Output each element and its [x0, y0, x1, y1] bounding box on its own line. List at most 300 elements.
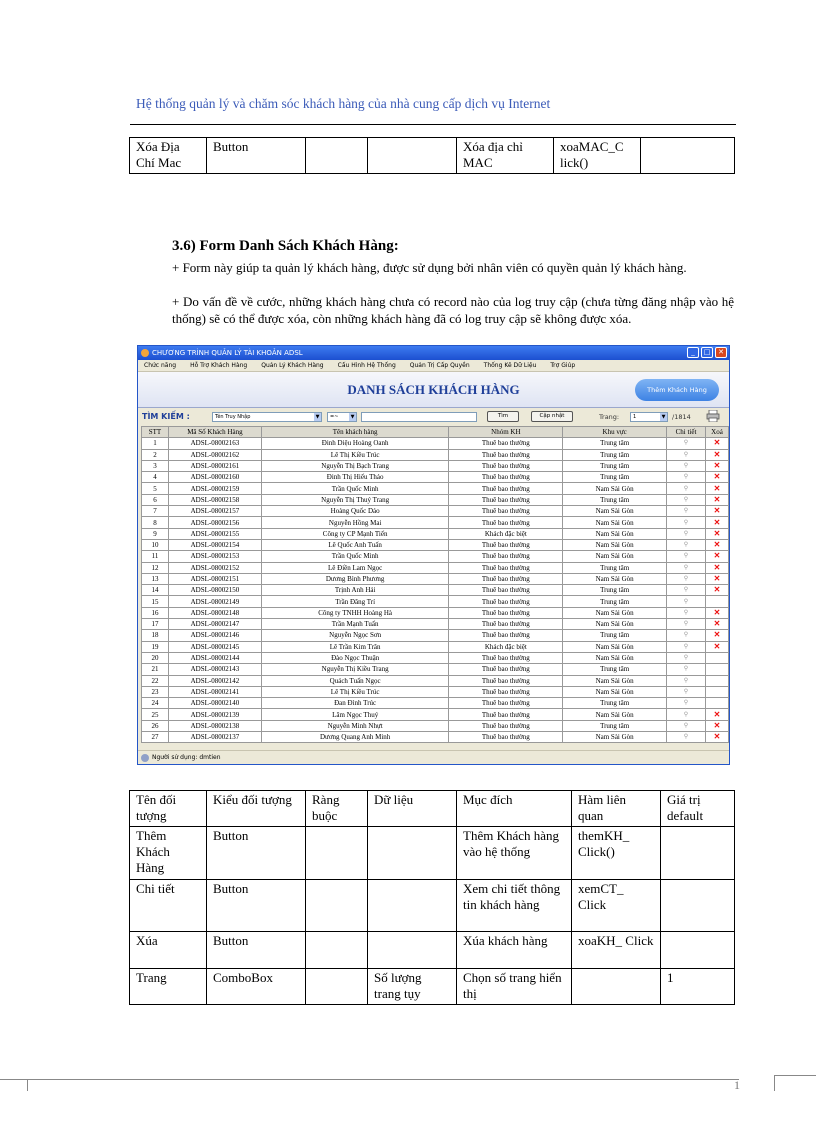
footer-rule — [27, 1079, 739, 1080]
stt-cell: 2 — [142, 449, 169, 460]
table-cell: ComboBox — [207, 969, 306, 1005]
footer-rule — [774, 1075, 816, 1076]
menu-item-quan-ly-kh[interactable]: Quản Lý Khách Hàng — [261, 362, 324, 369]
user-icon — [141, 754, 149, 762]
table-cell: Kiểu đối tượng — [207, 791, 306, 827]
table-row[interactable] — [142, 619, 729, 630]
stt-cell: 10 — [142, 539, 169, 550]
group-cell: Thuê bao thường — [449, 585, 563, 596]
status-bar — [138, 750, 729, 764]
customer-id-cell: ADSL-08002142 — [168, 675, 261, 686]
group-cell: Thuê bao thường — [449, 709, 563, 720]
delete-cell-empty — [705, 698, 728, 709]
table-cell — [641, 138, 735, 174]
customer-id-cell: ADSL-08002140 — [168, 698, 261, 709]
table-row — [130, 880, 735, 932]
paragraph-2: + Do vấn đề về cước, những khách hàng chưa có record nào của log truy cập (chưa từng đăng nhập vào hệ thống) sẽ có thể được xóa, còn những khách hàng đã có log truy cập sẽ không được xóa. — [172, 294, 734, 326]
delete-icon[interactable]: ✕ — [705, 551, 728, 562]
search-input[interactable] — [361, 412, 477, 422]
customer-name-cell: Nguyễn Hồng Mai — [261, 517, 449, 528]
customer-id-cell: ADSL-08002138 — [168, 720, 261, 731]
search-button[interactable]: Tìm — [487, 411, 519, 422]
region-cell: Nam Sài Gòn — [563, 675, 667, 686]
search-field-value: Tên Truy Nhập — [215, 414, 251, 420]
customer-name-cell: Đan Đình Trúc — [261, 698, 449, 709]
region-cell: Nam Sài Gòn — [563, 483, 667, 494]
delete-icon[interactable]: ✕ — [705, 573, 728, 584]
table-cell: Số lượng trang tụy — [368, 969, 457, 1005]
detail-icon[interactable]: ⚲ — [667, 438, 706, 449]
delete-icon[interactable]: ✕ — [705, 506, 728, 517]
group-cell: Thuê bao thường — [449, 562, 563, 573]
detail-icon[interactable]: ⚲ — [667, 506, 706, 517]
delete-icon[interactable]: ✕ — [705, 562, 728, 573]
customer-name-cell: Hoàng Quốc Dảo — [261, 506, 449, 517]
detail-icon[interactable]: ⚲ — [667, 732, 706, 743]
table-cell: Trang — [130, 969, 207, 1005]
delete-cell-empty — [705, 596, 728, 607]
table-cell — [306, 932, 368, 969]
object-table-top — [129, 137, 735, 174]
page-select[interactable] — [630, 412, 668, 422]
table-cell — [368, 138, 457, 174]
table-row[interactable] — [142, 573, 729, 584]
customer-id-cell: ADSL-08002163 — [168, 438, 261, 449]
region-cell: Trung tâm — [563, 438, 667, 449]
table-row[interactable] — [142, 539, 729, 550]
stt-cell: 16 — [142, 607, 169, 618]
delete-icon[interactable]: ✕ — [705, 539, 728, 550]
add-customer-button[interactable]: Thêm Khách Hàng — [635, 379, 719, 401]
customer-name-cell: Đinh Diệu Hoàng Oanh — [261, 438, 449, 449]
table-row[interactable] — [142, 720, 729, 731]
customer-id-cell: ADSL-08002162 — [168, 449, 261, 460]
customer-id-cell: ADSL-08002143 — [168, 664, 261, 675]
customer-name-cell: Đinh Thị Hiếu Thảo — [261, 472, 449, 483]
customer-name-cell: Lê Quốc Anh Tuấn — [261, 539, 449, 550]
region-cell: Trung tâm — [563, 630, 667, 641]
stt-cell: 15 — [142, 596, 169, 607]
table-row — [130, 827, 735, 880]
customer-id-cell: ADSL-08002150 — [168, 585, 261, 596]
table-row[interactable] — [142, 652, 729, 663]
region-cell: Trung tâm — [563, 596, 667, 607]
detail-icon[interactable]: ⚲ — [667, 551, 706, 562]
region-cell: Nam Sài Gòn — [563, 686, 667, 697]
group-cell: Khách đặc biệt — [449, 528, 563, 539]
stt-cell: 12 — [142, 562, 169, 573]
table-row[interactable] — [142, 709, 729, 720]
running-header: Hệ thống quản lý và chăm sóc khách hàng của nhà cung cấp dịch vụ Internet — [136, 96, 551, 111]
app-window-screenshot — [137, 345, 730, 765]
customer-id-cell: ADSL-08002152 — [168, 562, 261, 573]
stt-cell: 26 — [142, 720, 169, 731]
stt-cell: 19 — [142, 641, 169, 652]
stt-cell: 4 — [142, 472, 169, 483]
table-row[interactable] — [142, 494, 729, 505]
region-cell: Trung tâm — [563, 460, 667, 471]
stt-cell: 8 — [142, 517, 169, 528]
group-cell: Thuê bao thường — [449, 438, 563, 449]
table-row[interactable] — [142, 438, 729, 449]
operator-select[interactable] — [327, 412, 357, 422]
table-cell — [306, 827, 368, 880]
table-row[interactable] — [142, 585, 729, 596]
customer-grid — [141, 426, 729, 743]
table-row[interactable] — [142, 732, 729, 743]
table-row[interactable] — [142, 698, 729, 709]
region-cell: Nam Sài Gòn — [563, 528, 667, 539]
stt-cell: 24 — [142, 698, 169, 709]
section-title: 3.6) Form Danh Sách Khách Hàng: — [172, 238, 399, 254]
table-cell: Hàm liên quan — [572, 791, 661, 827]
table-row[interactable] — [142, 641, 729, 652]
group-cell: Thuê bao thường — [449, 619, 563, 630]
region-cell: Trung tâm — [563, 472, 667, 483]
customer-name-cell: Trần Mạnh Tuấn — [261, 619, 449, 630]
customer-name-cell: Trần Đăng Trí — [261, 596, 449, 607]
menubar — [138, 360, 729, 372]
detail-icon[interactable]: ⚲ — [667, 460, 706, 471]
stt-cell: 18 — [142, 630, 169, 641]
detail-icon[interactable]: ⚲ — [667, 585, 706, 596]
group-cell: Thuê bao thường — [449, 664, 563, 675]
group-cell: Thuê bao thường — [449, 460, 563, 471]
stt-cell: 17 — [142, 619, 169, 630]
customer-id-cell: ADSL-08002158 — [168, 494, 261, 505]
table-cell: Dữ liệu — [368, 791, 457, 827]
region-cell: Nam Sài Gòn — [563, 607, 667, 618]
region-cell: Nam Sài Gòn — [563, 652, 667, 663]
table-row[interactable] — [142, 551, 729, 562]
stt-cell: 9 — [142, 528, 169, 539]
customer-name-cell: Nguyễn Ngọc Sơn — [261, 630, 449, 641]
table-cell: Xóa địa chỉ MAC — [457, 138, 554, 174]
detail-icon[interactable]: ⚲ — [667, 641, 706, 652]
table-cell: Button — [207, 827, 306, 880]
region-cell: Nam Sài Gòn — [563, 551, 667, 562]
table-row[interactable] — [142, 449, 729, 460]
customer-name-cell: Lê Thị Kiều Trúc — [261, 449, 449, 460]
region-cell: Trung tâm — [563, 494, 667, 505]
table-row[interactable] — [142, 675, 729, 686]
customer-name-cell: Dương Bình Phương — [261, 573, 449, 584]
delete-icon[interactable]: ✕ — [705, 528, 728, 539]
detail-icon[interactable]: ⚲ — [667, 517, 706, 528]
delete-cell-empty — [705, 664, 728, 675]
object-table-bottom — [129, 790, 735, 1005]
delete-icon[interactable]: ✕ — [705, 585, 728, 596]
group-cell: Khách đặc biệt — [449, 641, 563, 652]
table-cell — [306, 880, 368, 932]
table-cell — [368, 880, 457, 932]
col-header-xoa: Xoá — [705, 427, 728, 438]
maximize-icon[interactable]: □ — [701, 347, 713, 358]
table-cell — [572, 969, 661, 1005]
delete-icon[interactable]: ✕ — [705, 607, 728, 618]
footer-rule — [27, 1079, 28, 1091]
table-row — [130, 932, 735, 969]
table-cell — [306, 969, 368, 1005]
col-header-khu-vuc: Khu vực — [563, 427, 667, 438]
region-cell: Nam Sài Gòn — [563, 709, 667, 720]
group-cell: Thuê bao thường — [449, 472, 563, 483]
table-cell — [661, 827, 735, 880]
table-cell — [661, 932, 735, 969]
table-row[interactable] — [142, 630, 729, 641]
footer-rule — [774, 1075, 775, 1091]
detail-icon[interactable]: ⚲ — [667, 619, 706, 630]
customer-id-cell: ADSL-08002153 — [168, 551, 261, 562]
customer-name-cell: Công ty TNHH Hoàng Hà — [261, 607, 449, 618]
table-row[interactable] — [142, 607, 729, 618]
printer-icon[interactable] — [706, 410, 720, 422]
region-cell: Nam Sài Gòn — [563, 641, 667, 652]
customer-name-cell: Trịnh Anh Hải — [261, 585, 449, 596]
delete-icon[interactable]: ✕ — [705, 517, 728, 528]
detail-icon[interactable]: ⚲ — [667, 528, 706, 539]
menu-item-cau-hinh[interactable]: Cấu Hình Hệ Thống — [337, 362, 396, 369]
table-row[interactable] — [142, 528, 729, 539]
customer-id-cell: ADSL-08002159 — [168, 483, 261, 494]
group-cell: Thuê bao thường — [449, 494, 563, 505]
table-row[interactable] — [142, 686, 729, 697]
table-cell: Thêm Khách Hàng — [130, 827, 207, 880]
group-cell: Thuê bao thường — [449, 732, 563, 743]
detail-icon[interactable]: ⚲ — [667, 698, 706, 709]
table-row[interactable] — [142, 460, 729, 471]
customer-id-cell: ADSL-08002154 — [168, 539, 261, 550]
stt-cell: 20 — [142, 652, 169, 663]
region-cell: Trung tâm — [563, 720, 667, 731]
page-number: 1 — [734, 1078, 740, 1092]
close-icon[interactable]: ✕ — [715, 347, 727, 358]
detail-icon[interactable]: ⚲ — [667, 607, 706, 618]
table-row[interactable] — [142, 483, 729, 494]
group-cell: Thuê bao thường — [449, 630, 563, 641]
table-cell: Chi tiết — [130, 880, 207, 932]
group-cell: Thuê bao thường — [449, 698, 563, 709]
table-cell: xemCT_ Click — [572, 880, 661, 932]
group-cell: Thuê bao thường — [449, 517, 563, 528]
region-cell: Trung tâm — [563, 562, 667, 573]
region-cell: Nam Sài Gòn — [563, 619, 667, 630]
customer-name-cell: Lê Điền Lam Ngọc — [261, 562, 449, 573]
customer-id-cell: ADSL-08002151 — [168, 573, 261, 584]
detail-icon[interactable]: ⚲ — [667, 709, 706, 720]
customer-id-cell: ADSL-08002161 — [168, 460, 261, 471]
region-cell: Trung tâm — [563, 698, 667, 709]
delete-cell-empty — [705, 652, 728, 663]
detail-icon[interactable]: ⚲ — [667, 652, 706, 663]
region-cell: Trung tâm — [563, 449, 667, 460]
region-cell: Trung tâm — [563, 585, 667, 596]
table-cell: Xóa Địa Chí Mac — [130, 138, 207, 174]
stt-cell: 23 — [142, 686, 169, 697]
customer-name-cell: Nguyễn Thị Thuý Trang — [261, 494, 449, 505]
customer-id-cell: ADSL-08002149 — [168, 596, 261, 607]
detail-icon[interactable]: ⚲ — [667, 449, 706, 460]
delete-icon[interactable]: ✕ — [705, 641, 728, 652]
group-cell: Thuê bao thường — [449, 506, 563, 517]
delete-icon[interactable]: ✕ — [705, 732, 728, 743]
region-cell: Nam Sài Gòn — [563, 506, 667, 517]
customer-name-cell: Nguyễn Thị Kiều Trang — [261, 664, 449, 675]
table-header-row — [130, 791, 735, 827]
table-cell: Button — [207, 880, 306, 932]
detail-icon[interactable]: ⚲ — [667, 573, 706, 584]
stt-cell: 11 — [142, 551, 169, 562]
region-cell: Nam Sài Gòn — [563, 517, 667, 528]
customer-name-cell: Công ty CP Mạnh Tiến — [261, 528, 449, 539]
table-cell: xoaKH_ Click — [572, 932, 661, 969]
customer-id-cell: ADSL-08002137 — [168, 732, 261, 743]
detail-icon[interactable]: ⚲ — [667, 675, 706, 686]
group-cell: Thuê bao thường — [449, 607, 563, 618]
delete-icon[interactable]: ✕ — [705, 460, 728, 471]
customer-name-cell: Lê Trần Kim Trân — [261, 641, 449, 652]
stt-cell: 7 — [142, 506, 169, 517]
customer-id-cell: ADSL-08002146 — [168, 630, 261, 641]
customer-id-cell: ADSL-08002147 — [168, 619, 261, 630]
table-cell: Chọn số trang hiển thị — [457, 969, 572, 1005]
customer-name-cell: Trần Quốc Minh — [261, 483, 449, 494]
col-header-stt: STT — [142, 427, 169, 438]
table-row[interactable] — [142, 506, 729, 517]
chevron-down-icon: ▼ — [661, 414, 666, 420]
form-banner — [138, 372, 729, 408]
menu-item-thong-ke[interactable]: Thống Kê Dữ Liệu — [483, 362, 537, 369]
update-button[interactable]: Cập nhật — [531, 411, 573, 422]
col-header-ma-so: Mã Số Khách Hàng — [168, 427, 261, 438]
table-row[interactable] — [142, 517, 729, 528]
delete-cell-empty — [705, 675, 728, 686]
window-titlebar — [138, 346, 729, 360]
menu-item-tro-giup[interactable]: Trợ Giúp — [550, 362, 576, 369]
group-cell: Thuê bao thường — [449, 720, 563, 731]
table-cell — [661, 880, 735, 932]
detail-icon[interactable]: ⚲ — [667, 720, 706, 731]
header-rule — [130, 124, 736, 125]
form-title: DANH SÁCH KHÁCH HÀNG — [347, 382, 520, 397]
customer-name-cell: Lâm Ngọc Thuý — [261, 709, 449, 720]
delete-icon[interactable]: ✕ — [705, 709, 728, 720]
detail-icon[interactable]: ⚲ — [667, 630, 706, 641]
minimize-icon[interactable]: _ — [687, 347, 699, 358]
table-cell: 1 — [661, 969, 735, 1005]
group-cell: Thuê bao thường — [449, 596, 563, 607]
group-cell: Thuê bao thường — [449, 686, 563, 697]
customer-name-cell: Nguyễn Minh Nhựt — [261, 720, 449, 731]
paragraph-1: + Form này giúp ta quản lý khách hàng, được sử dụng bởi nhân viên có quyền quản lý khách hàng. — [172, 260, 687, 275]
detail-icon[interactable]: ⚲ — [667, 483, 706, 494]
search-field-select[interactable] — [212, 412, 322, 422]
table-row[interactable] — [142, 596, 729, 607]
group-cell: Thuê bao thường — [449, 483, 563, 494]
grid-header-row — [142, 427, 729, 438]
window-title: CHƯƠNG TRÌNH QUẢN LÝ TÀI KHOẢN ADSL — [152, 349, 303, 357]
customer-id-cell: ADSL-08002141 — [168, 686, 261, 697]
customer-id-cell: ADSL-08002157 — [168, 506, 261, 517]
menu-item-ho-tro[interactable]: Hỗ Trợ Khách Hàng — [190, 362, 248, 369]
table-cell: Ràng buộc — [306, 791, 368, 827]
chevron-down-icon: ▼ — [350, 414, 355, 420]
table-row[interactable] — [142, 562, 729, 573]
delete-icon[interactable]: ✕ — [705, 619, 728, 630]
table-cell: xoaMAC_C lick() — [554, 138, 641, 174]
stt-cell: 3 — [142, 460, 169, 471]
detail-icon[interactable]: ⚲ — [667, 472, 706, 483]
operator-value: =~ — [330, 414, 339, 420]
delete-icon[interactable]: ✕ — [705, 494, 728, 505]
customer-name-cell: Dương Quang Anh Minh — [261, 732, 449, 743]
customer-id-cell: ADSL-08002148 — [168, 607, 261, 618]
col-header-nhom: Nhóm KH — [449, 427, 563, 438]
region-cell: Nam Sài Gòn — [563, 573, 667, 584]
group-cell: Thuê bao thường — [449, 652, 563, 663]
group-cell: Thuê bao thường — [449, 573, 563, 584]
app-logo-icon — [141, 349, 149, 357]
table-cell: Tên đối tượng — [130, 791, 207, 827]
delete-icon[interactable]: ✕ — [705, 630, 728, 641]
chevron-down-icon: ▼ — [315, 414, 320, 420]
customer-id-cell: ADSL-08002156 — [168, 517, 261, 528]
customer-name-cell: Quách Tuấn Ngọc — [261, 675, 449, 686]
group-cell: Thuê bao thường — [449, 449, 563, 460]
menu-item-chuc-nang[interactable]: Chức năng — [144, 362, 177, 369]
delete-icon[interactable]: ✕ — [705, 720, 728, 731]
menu-item-quan-tri[interactable]: Quản Trị Cấp Quyền — [409, 362, 470, 369]
region-cell: Nam Sài Gòn — [563, 539, 667, 550]
detail-icon[interactable]: ⚲ — [667, 664, 706, 675]
customer-name-cell: Lê Thị Kiều Trúc — [261, 686, 449, 697]
detail-icon[interactable]: ⚲ — [667, 596, 706, 607]
delete-cell-empty — [705, 686, 728, 697]
customer-id-cell: ADSL-08002160 — [168, 472, 261, 483]
customer-id-cell: ADSL-08002145 — [168, 641, 261, 652]
customer-name-cell: Nguyễn Thị Bạch Trang — [261, 460, 449, 471]
table-cell: Xúa — [130, 932, 207, 969]
detail-icon[interactable]: ⚲ — [667, 539, 706, 550]
delete-icon[interactable]: ✕ — [705, 438, 728, 449]
page-label: Trang: — [599, 413, 620, 421]
delete-icon[interactable]: ✕ — [705, 472, 728, 483]
detail-icon[interactable]: ⚲ — [667, 494, 706, 505]
table-cell — [306, 138, 368, 174]
table-row — [130, 969, 735, 1005]
stt-cell: 21 — [142, 664, 169, 675]
stt-cell: 13 — [142, 573, 169, 584]
delete-icon[interactable]: ✕ — [705, 449, 728, 460]
customer-id-cell: ADSL-08002139 — [168, 709, 261, 720]
delete-icon[interactable]: ✕ — [705, 483, 728, 494]
group-cell: Thuê bao thường — [449, 551, 563, 562]
col-header-ten: Tên khách hàng — [261, 427, 449, 438]
stt-cell: 27 — [142, 732, 169, 743]
col-header-chi-tiet: Chi tiết — [667, 427, 706, 438]
detail-icon[interactable]: ⚲ — [667, 562, 706, 573]
table-cell: Button — [207, 138, 306, 174]
table-cell: Mục đích — [457, 791, 572, 827]
table-cell: Button — [207, 932, 306, 969]
customer-id-cell: ADSL-08002144 — [168, 652, 261, 663]
stt-cell: 1 — [142, 438, 169, 449]
detail-icon[interactable]: ⚲ — [667, 686, 706, 697]
table-cell: themKH_ Click() — [572, 827, 661, 880]
table-row[interactable] — [142, 472, 729, 483]
table-row[interactable] — [142, 664, 729, 675]
stt-cell: 14 — [142, 585, 169, 596]
